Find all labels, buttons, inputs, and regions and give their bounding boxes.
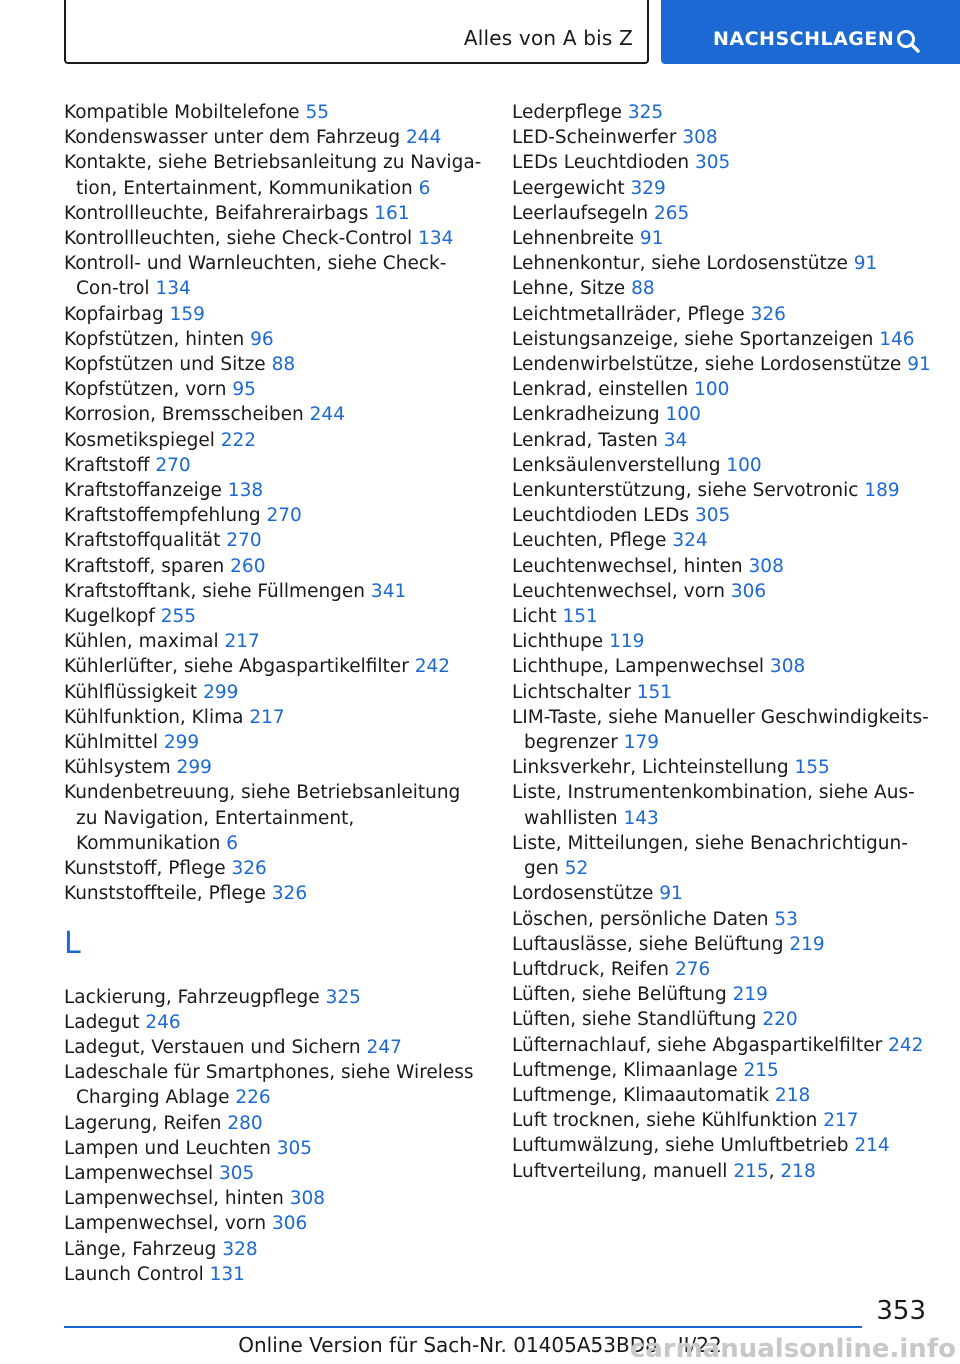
index-entry-term: Lüften, siehe Standlüftung — [512, 1009, 757, 1031]
page-link[interactable]: 91 — [639, 228, 664, 250]
page-link[interactable]: 276 — [674, 958, 711, 980]
page-link[interactable]: 119 — [609, 631, 645, 653]
index-entry — [64, 528, 484, 553]
index-entry-term: Lehnenkontur, siehe Lordosenstütze — [512, 253, 848, 275]
index-entry — [64, 327, 484, 352]
page-link[interactable]: 134 — [418, 228, 454, 250]
page-link[interactable]: 280 — [227, 1112, 263, 1134]
section-title: Alles von A bis Z — [463, 26, 633, 50]
index-entry-term: Liste, Mitteilungen, siehe Benachrichtigun-gen — [512, 832, 908, 880]
page-link[interactable]: 95 — [232, 379, 256, 401]
index-entry-term: Lehne, Sitze — [512, 278, 626, 300]
index-entry — [512, 1108, 937, 1133]
index-entry — [512, 780, 937, 830]
index-entry — [64, 1136, 484, 1161]
page-link[interactable]: 218 — [774, 1084, 811, 1106]
index-entry — [64, 1262, 484, 1287]
page-link[interactable]: 217 — [224, 631, 260, 653]
page-link[interactable]: 328 — [222, 1238, 258, 1260]
index-entry — [64, 428, 484, 453]
page-link[interactable]: 100 — [726, 454, 762, 476]
index-entry-term: Länge, Fahrzeug — [64, 1238, 217, 1260]
index-entry — [512, 907, 937, 932]
index-entry — [512, 226, 937, 251]
index-entry — [64, 705, 484, 730]
page-link[interactable]: 217 — [249, 706, 285, 728]
index-list-k — [64, 100, 484, 907]
page-link[interactable]: 134 — [155, 278, 191, 300]
index-entry-term: Kühlmittel — [64, 732, 158, 754]
index-entry — [512, 100, 937, 125]
page-link[interactable]: 299 — [176, 757, 212, 779]
index-entry — [512, 377, 937, 402]
index-entry-term: Ladeschale für Smartphones, siehe Wireless Charging Ablage — [64, 1062, 474, 1109]
index-entry-term: Lüften, siehe Belüftung — [512, 984, 727, 1006]
page-link[interactable]: 179 — [623, 732, 660, 754]
index-entry-term: Kraftstoff, sparen — [64, 555, 225, 577]
index-entry — [512, 932, 937, 957]
index-entry-term: Ladegut, Verstauen und Sichern — [64, 1036, 361, 1058]
index-entry-term: Kondenswasser unter dem Fahrzeug — [64, 127, 401, 149]
index-entry — [64, 150, 484, 200]
page-link[interactable]: 219 — [732, 984, 768, 1006]
index-entry-term: Kühlfunktion, Klima — [64, 706, 244, 728]
index-entry — [64, 251, 484, 301]
index-entry — [64, 125, 484, 150]
index-entry — [512, 1007, 937, 1032]
index-entry-term: LIM-Taste, siehe Manueller Geschwindigkeits-begrenzer — [512, 706, 929, 754]
page-link[interactable]: 305 — [694, 152, 731, 174]
index-entry — [512, 982, 937, 1007]
section-header — [64, 0, 649, 64]
index-list-right — [512, 100, 937, 1184]
index-entry-term: Kühlsystem — [64, 757, 171, 779]
index-column-right — [512, 100, 937, 1184]
page-link[interactable]: 305 — [218, 1162, 255, 1184]
page-link[interactable]: 242 — [888, 1034, 924, 1056]
index-entry — [64, 654, 484, 679]
index-entry — [512, 302, 937, 327]
page-link[interactable]: 260 — [230, 555, 266, 577]
index-entry-term: Lagerung, Reifen — [64, 1112, 222, 1134]
footer-divider — [64, 1326, 862, 1328]
index-entry — [512, 478, 937, 503]
index-entry — [64, 226, 484, 251]
index-entry-term: Lenkrad, Tasten — [512, 429, 658, 451]
index-list-l — [64, 985, 484, 1287]
index-entry-term: Kontroll- und Warnleuchten, siehe Check-Con-trol — [64, 253, 447, 300]
section-letter: L — [64, 925, 81, 961]
index-entry — [64, 730, 484, 755]
index-entry-term: Kopfstützen und Sitze — [64, 354, 266, 376]
index-entry-term: Lichthupe — [512, 631, 604, 653]
index-entry-term: Kraftstoffanzeige — [64, 480, 222, 502]
index-entry-term: Leerlaufsegeln — [512, 202, 649, 224]
index-entry-term: Kraftstoffqualität — [64, 530, 221, 552]
index-entry — [512, 654, 937, 679]
index-entry — [512, 680, 937, 705]
index-entry — [64, 402, 484, 427]
page-link[interactable]: 161 — [374, 202, 410, 224]
index-entry — [64, 856, 484, 881]
page-link[interactable]: 88 — [271, 354, 296, 376]
page-link[interactable]: 329 — [630, 177, 666, 199]
index-entry-term: Liste, Instrumentenkombination, siehe Aus-wahllisten — [512, 782, 915, 829]
page-link[interactable]: 52 — [564, 858, 589, 880]
index-entry — [512, 150, 937, 175]
page-link[interactable]: 244 — [406, 127, 442, 149]
index-entry-term: Luftauslässe, siehe Belüftung — [512, 933, 784, 955]
page-link[interactable]: 151 — [562, 606, 598, 628]
nav-tab[interactable] — [661, 0, 960, 64]
page-link[interactable]: 242 — [414, 656, 451, 678]
page-link[interactable]: 220 — [762, 1009, 798, 1031]
page-number: 353 — [876, 1296, 926, 1326]
index-entry-term: Lendenwirbelstütze, siehe Lordosenstütze — [512, 354, 902, 376]
index-entry-term: Lampen und Leuchten — [64, 1137, 271, 1159]
nav-tab-label: NACHSCHLAGEN — [713, 28, 895, 50]
index-entry-term: Kühlflüssigkeit — [64, 681, 198, 703]
page-link[interactable]: 308 — [769, 656, 806, 678]
page-link[interactable]: 215 — [743, 1059, 779, 1081]
page-link[interactable]: 325 — [325, 986, 361, 1008]
page-link[interactable]: 244 — [309, 404, 345, 426]
index-entry — [64, 780, 484, 856]
index-entry — [512, 402, 937, 427]
index-entry-term: Lenkrad, einstellen — [512, 379, 689, 401]
page-link[interactable]: 246 — [145, 1011, 181, 1033]
index-entry — [64, 680, 484, 705]
index-entry-term: Leistungsanzeige, siehe Sportanzeigen — [512, 328, 874, 350]
page-link[interactable]: 306 — [272, 1213, 308, 1235]
index-entry-term: Lichtschalter — [512, 681, 631, 703]
index-entry — [512, 831, 937, 881]
index-entry-term: Lüfternachlauf, siehe Abgaspartikelfilter — [512, 1034, 883, 1056]
index-entry-term: Lampenwechsel — [64, 1162, 214, 1184]
page-link[interactable]: 299 — [203, 681, 239, 703]
index-entry — [512, 1133, 937, 1158]
index-entry — [512, 755, 937, 780]
page-link[interactable]: 91 — [853, 253, 878, 275]
index-entry-term: Leuchten, Pflege — [512, 530, 667, 552]
index-entry-term: Löschen, persönliche Daten — [512, 908, 769, 930]
page-link[interactable]: 100 — [665, 404, 701, 426]
index-entry — [512, 579, 937, 604]
page-link[interactable]: 306 — [730, 580, 767, 602]
index-entry — [512, 705, 937, 755]
index-entry — [64, 604, 484, 629]
index-entry — [64, 453, 484, 478]
page-link[interactable]: 255 — [160, 606, 197, 628]
index-entry — [64, 985, 484, 1010]
index-entry — [512, 327, 937, 352]
page-link[interactable]: 299 — [163, 732, 200, 754]
index-entry-term: Lehnenbreite — [512, 228, 635, 250]
index-entry-term: Kugelkopf — [64, 606, 155, 628]
page-link[interactable]: 308 — [289, 1188, 325, 1210]
page-link[interactable]: 305 — [694, 505, 731, 527]
index-entry — [512, 428, 937, 453]
page-link[interactable]: 308 — [748, 555, 784, 577]
index-entry-term: Leuchtenwechsel, hinten — [512, 555, 743, 577]
index-entry-term: Kontakte, siehe Betriebsanleitung zu Naviga-tion, Entertainment, Kommunikation — [64, 152, 482, 199]
page-link[interactable]: 131 — [209, 1263, 245, 1285]
index-entry-term: Kontrollleuchten, siehe Check-Control — [64, 228, 413, 250]
index-entry — [64, 881, 484, 906]
page-link[interactable]: 214 — [854, 1135, 890, 1157]
index-entry — [512, 125, 937, 150]
page-link[interactable]: 270 — [266, 505, 302, 527]
index-entry — [64, 554, 484, 579]
index-entry — [512, 554, 937, 579]
page-link[interactable]: 326 — [231, 858, 267, 880]
index-entry — [512, 1033, 937, 1058]
index-column-left — [64, 100, 484, 1287]
index-entry — [512, 957, 937, 982]
page-link[interactable]: 270 — [226, 530, 262, 552]
index-entry-term: Lenkradheizung — [512, 404, 660, 426]
page-link[interactable]: 155 — [794, 757, 830, 779]
index-entry — [64, 1010, 484, 1035]
index-entry — [512, 1083, 937, 1108]
index-entry — [64, 1237, 484, 1262]
index-entry — [64, 1060, 484, 1110]
index-entry — [512, 604, 937, 629]
page-link[interactable]: 326 — [271, 883, 308, 905]
index-entry-term: Ladegut — [64, 1011, 140, 1033]
page-link[interactable]: 6 — [418, 177, 431, 199]
index-entry-term: Kühlen, maximal — [64, 631, 219, 653]
footer-online-version: Online Version für Sach-Nr. 01405A53BD8 - II/22 — [238, 1333, 722, 1357]
index-entry — [64, 1161, 484, 1186]
index-entry-term: Linksverkehr, Lichteinstellung — [512, 757, 789, 779]
index-entry-term: Lampenwechsel, vorn — [64, 1213, 267, 1235]
watermark: carmanualsonline.info — [629, 1334, 956, 1364]
index-entry-term: Luftverteilung, manuell — [512, 1160, 728, 1182]
index-entry — [512, 352, 937, 377]
page-link[interactable]: 217 — [823, 1110, 859, 1132]
index-entry-term: LEDs Leuchtdioden — [512, 152, 690, 174]
index-entry-term: Kraftstoff — [64, 454, 150, 476]
page-link[interactable]: 226 — [235, 1087, 271, 1109]
index-entry-term: Lichthupe, Lampenwechsel — [512, 656, 765, 678]
page-link[interactable]: 6 — [226, 832, 238, 854]
index-entry: Luftverteilung, manuell 215, 218 — [512, 1160, 816, 1182]
page-link[interactable]: 55 — [305, 102, 330, 123]
index-entry — [64, 579, 484, 604]
index-entry — [512, 503, 937, 528]
page-link[interactable]: 53 — [774, 908, 798, 930]
page-link[interactable]: 325 — [627, 102, 664, 123]
page-link[interactable]: 34 — [663, 429, 688, 451]
index-entry — [64, 503, 484, 528]
page-link[interactable]: 219 — [789, 933, 825, 955]
index-entry-term: Kompatible Mobiltelefone — [64, 102, 300, 123]
index-entry-term: Kopfstützen, vorn — [64, 379, 227, 401]
index-entry-term: Kundenbetreuung, siehe Betriebsanleitung zu Navigation, Entertainment, Kommunikation — [64, 782, 461, 854]
index-entry-term: Leichtmetallräder, Pflege — [512, 303, 745, 325]
page-link[interactable]: 146 — [879, 328, 915, 350]
page-link[interactable]: 151 — [636, 681, 673, 703]
index-entry — [64, 755, 484, 780]
index-entry — [64, 629, 484, 654]
index-entry — [512, 629, 937, 654]
page-link[interactable]: 218 — [780, 1160, 816, 1182]
page-link[interactable]: 324 — [672, 530, 708, 552]
index-entry — [64, 478, 484, 503]
index-entry-term: Luftmenge, Klimaautomatik — [512, 1084, 770, 1106]
page-link[interactable]: 215 — [733, 1160, 769, 1182]
index-entry — [512, 251, 937, 276]
index-entry-term: Kopfairbag — [64, 303, 164, 325]
index-entry — [64, 1186, 484, 1211]
page-link[interactable]: 326 — [750, 303, 786, 325]
page-link[interactable]: 143 — [623, 807, 659, 829]
page-link[interactable]: 100 — [694, 379, 730, 401]
page-link[interactable]: 91 — [907, 354, 931, 376]
index-entry-term: Luftumwälzung, siehe Umluftbetrieb — [512, 1135, 849, 1157]
index-entry-term: Luftmenge, Klimaanlage — [512, 1059, 738, 1081]
index-entry-term: Leuchtdioden LEDs — [512, 505, 690, 527]
index-entry — [512, 453, 937, 478]
index-entry-term: Lederpflege — [512, 102, 622, 123]
index-entry-term: Lenkunterstützung, siehe Servotronic — [512, 480, 859, 502]
index-entry-term: Lenksäulenverstellung — [512, 454, 721, 476]
page-link[interactable]: 189 — [864, 480, 900, 502]
index-entry — [512, 176, 937, 201]
index-entry-term: Kühlerlüfter, siehe Abgaspartikelfilter — [64, 656, 409, 678]
index-entry-term: Leergewicht — [512, 177, 625, 199]
index-entry-term: Lordosenstütze — [512, 883, 654, 905]
index-entry-term: Kontrollleuchte, Beifahrerairbags — [64, 202, 369, 224]
index-entry — [512, 1058, 937, 1083]
index-entry-term: Kosmetikspiegel — [64, 429, 215, 451]
page-link[interactable]: 96 — [250, 328, 274, 350]
index-entry-term: LED-Scheinwerfer — [512, 127, 677, 149]
index-entry — [64, 1035, 484, 1060]
page-link[interactable]: 270 — [155, 454, 191, 476]
index-entry — [512, 881, 937, 906]
index-entry-term: Lampenwechsel, hinten — [64, 1188, 284, 1210]
page-link[interactable]: 305 — [276, 1137, 313, 1159]
index-entry-term: Korrosion, Bremsscheiben — [64, 404, 304, 426]
index-entry — [512, 528, 937, 553]
page-link[interactable]: 265 — [653, 202, 690, 224]
index-entry — [64, 302, 484, 327]
index-entry — [64, 100, 484, 125]
index-entry — [64, 1211, 484, 1236]
index-entry — [64, 1111, 484, 1136]
index-entry-term: Licht — [512, 606, 557, 628]
index-entry — [64, 377, 484, 402]
page-link[interactable]: 138 — [227, 480, 264, 502]
page-link[interactable]: 247 — [366, 1036, 402, 1058]
index-entry-term: Kraftstoffempfehlung — [64, 505, 261, 527]
index-entry — [64, 352, 484, 377]
search-icon[interactable] — [895, 28, 921, 54]
page-link[interactable]: 341 — [370, 580, 407, 602]
index-entry-term: Lackierung, Fahrzeugpflege — [64, 986, 320, 1008]
index-entry — [512, 201, 937, 226]
index-entry-term: Leuchtenwechsel, vorn — [512, 580, 725, 602]
page-link[interactable]: 91 — [659, 883, 683, 905]
page-link[interactable]: 222 — [220, 429, 257, 451]
index-entry-term: Kopfstützen, hinten — [64, 328, 245, 350]
index-entry-term: Kunststoff, Pflege — [64, 858, 226, 880]
index-entry — [512, 276, 937, 301]
page-link[interactable]: 159 — [169, 303, 205, 325]
page-link[interactable]: 308 — [682, 127, 718, 149]
index-entry-term: Luftdruck, Reifen — [512, 958, 670, 980]
index-entry — [64, 201, 484, 226]
index-entry-term: Kunststoffteile, Pflege — [64, 883, 266, 905]
index-entry-term: Luft trocknen, siehe Kühlfunktion — [512, 1110, 818, 1132]
index-entry-term: Launch Control — [64, 1263, 204, 1285]
page-link[interactable]: 88 — [631, 278, 655, 300]
index-entry-term: Kraftstofftank, siehe Füllmengen — [64, 580, 366, 602]
